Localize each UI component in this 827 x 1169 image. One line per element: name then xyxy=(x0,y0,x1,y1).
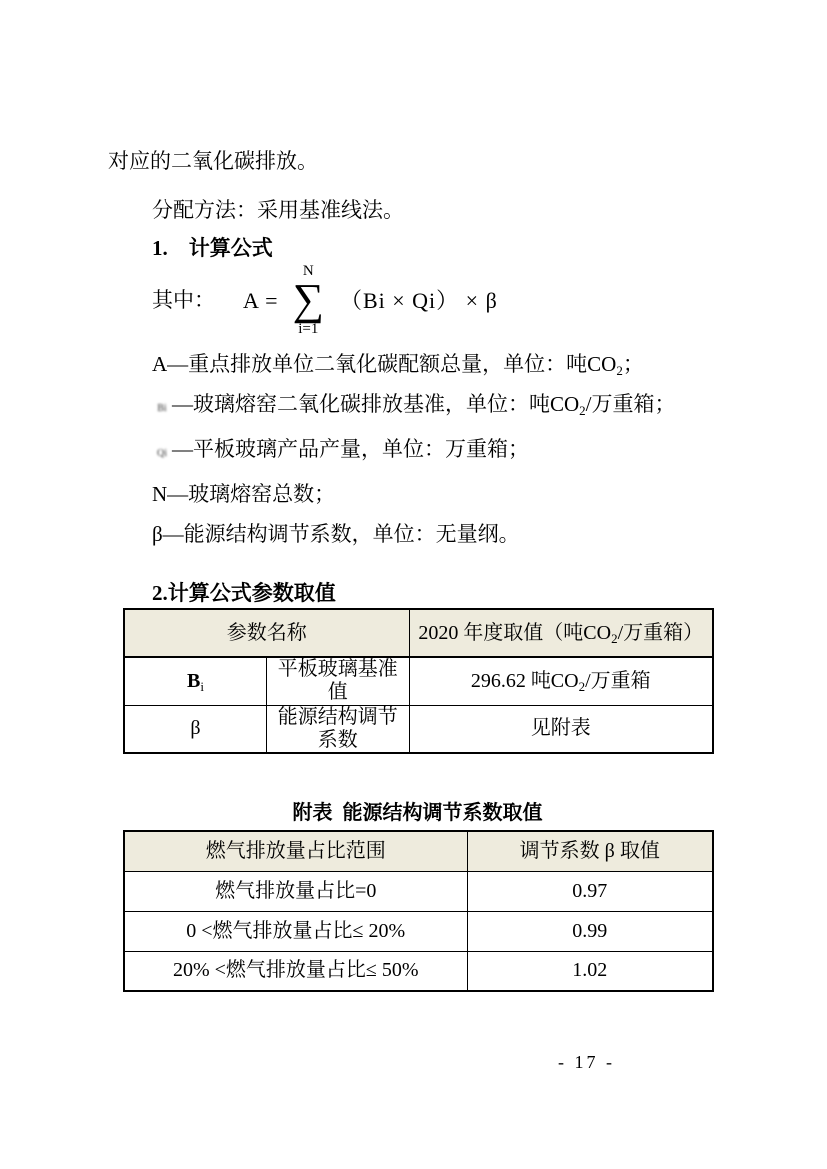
table-row xyxy=(124,951,713,991)
qi-symbol-blurred: Qi xyxy=(157,448,167,459)
definition-a xyxy=(108,352,712,376)
section-1-heading: 1. 计算公式 xyxy=(152,236,273,260)
cell-coefficient: 0.97 xyxy=(467,871,713,911)
summation-symbol xyxy=(293,263,324,337)
sigma-icon: ∑ xyxy=(292,275,324,324)
cell-param-name: 平板玻璃基准值 xyxy=(267,657,410,705)
header-parameter-name: 参数名称 xyxy=(124,609,409,657)
definition-qi-text: —平板玻璃产品产量，单位：万重箱； xyxy=(172,437,529,461)
cell-coefficient: 1.02 xyxy=(467,951,713,991)
definition-a-tail: ； xyxy=(622,352,644,376)
co2-subscript: 2 xyxy=(616,363,623,378)
table-header-row xyxy=(124,609,713,657)
definition-a-text: A—重点排放单位二氧化碳配额总量，单位：吨CO xyxy=(152,352,617,376)
definition-n: N—玻璃熔窑总数； xyxy=(152,482,336,506)
summation-lower-limit: i=1 xyxy=(298,321,319,337)
table-row xyxy=(124,871,713,911)
formula-rhs: （Bi × Qi） × β xyxy=(339,287,498,313)
definition-bi-text: —玻璃熔窑二氧化碳排放基准，单位：吨CO xyxy=(172,392,580,416)
definition-bi xyxy=(108,392,712,421)
summation-upper-limit: N xyxy=(302,263,314,279)
cell-symbol-bi xyxy=(124,657,267,705)
appendix-table-title: 附表 能源结构调节系数取值 xyxy=(292,802,543,824)
header-value-text: 2020 年度取值（吨CO xyxy=(418,621,612,644)
parameters-table xyxy=(123,608,714,754)
co2-subscript: 2 xyxy=(578,678,586,694)
header-2020-value xyxy=(409,609,713,657)
section-2-heading: 2.计算公式参数取值 xyxy=(152,581,336,605)
cell-param-value: 见附表 xyxy=(409,705,713,753)
formula-where-label: 其中： xyxy=(152,287,215,312)
header-gas-ratio-range: 燃气排放量占比范围 xyxy=(124,831,467,871)
cell-range: 燃气排放量占比=0 xyxy=(124,871,467,911)
cell-range: 0 <燃气排放量占比≤ 20% xyxy=(124,911,467,951)
paragraph-co2-emissions: 对应的二氧化碳排放。 xyxy=(108,149,318,173)
header-value-tail: /万重箱） xyxy=(617,621,704,644)
definition-qi xyxy=(108,437,712,466)
value-text: 296.62 吨CO xyxy=(470,669,579,692)
bi-symbol-blurred: Bi xyxy=(157,403,167,414)
definition-bi-tail: /万重箱； xyxy=(585,392,676,416)
table-row xyxy=(124,911,713,951)
symbol-definitions xyxy=(108,352,712,546)
table-row xyxy=(124,657,713,705)
cell-coefficient: 0.99 xyxy=(467,911,713,951)
page-number: - 17 - xyxy=(558,1052,615,1072)
definition-beta: β—能源结构调节系数，单位：无量纲。 xyxy=(152,522,520,546)
co2-subscript: 2 xyxy=(579,403,586,418)
value-tail: /万重箱 xyxy=(585,669,651,692)
header-coefficient-value: 调节系数 β 取值 xyxy=(467,831,713,871)
formula-lhs: A = xyxy=(243,287,279,313)
cell-param-value xyxy=(409,657,713,705)
co2-subscript: 2 xyxy=(611,630,618,646)
table-header-row xyxy=(124,831,713,871)
table-row xyxy=(124,705,713,753)
paragraph-allocation-method: 分配方法：采用基准线法。 xyxy=(152,198,404,222)
allocation-formula xyxy=(243,263,498,337)
cell-symbol-beta: β xyxy=(124,705,267,753)
symbol-b-subscript: i xyxy=(200,678,204,694)
cell-range: 20% <燃气排放量占比≤ 50% xyxy=(124,951,467,991)
symbol-b: B xyxy=(187,669,201,692)
page-content xyxy=(108,150,712,992)
formula-block xyxy=(108,262,712,338)
cell-param-name: 能源结构调节系数 xyxy=(267,705,410,753)
adjustment-coefficient-table xyxy=(123,830,714,992)
